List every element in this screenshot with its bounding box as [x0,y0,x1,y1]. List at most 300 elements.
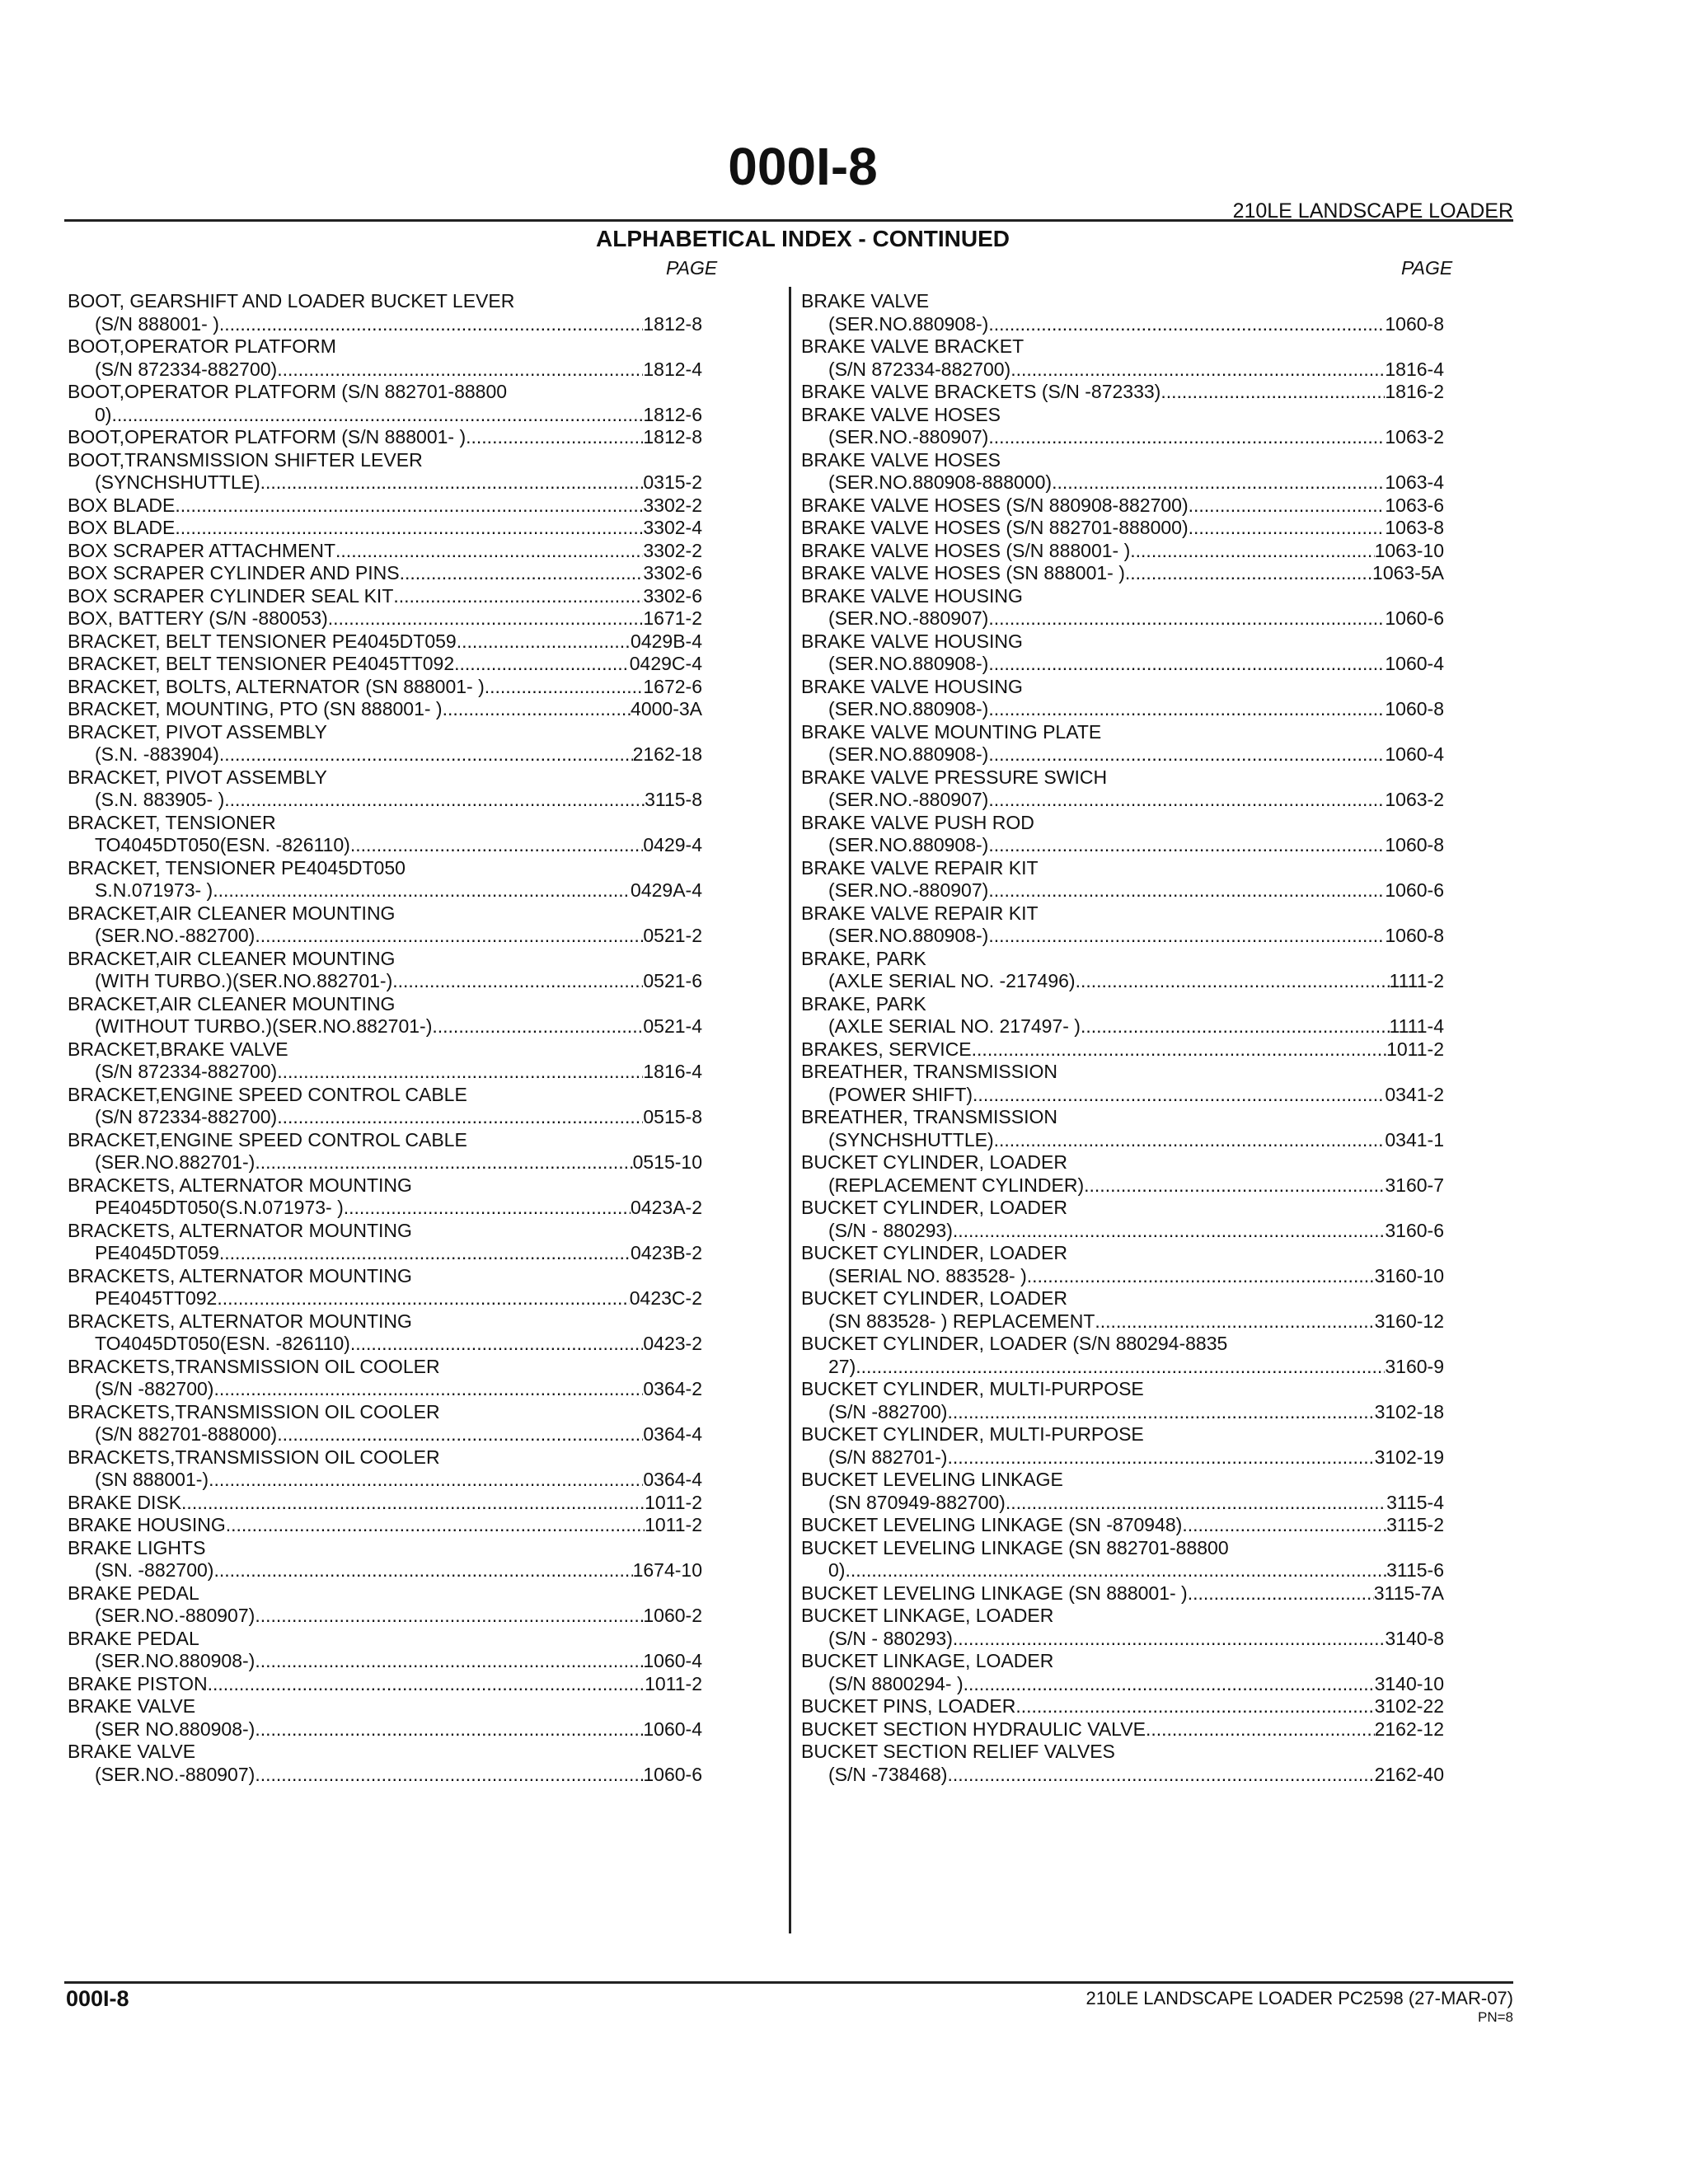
leader-dots [213,1378,643,1401]
index-entry-page: 1011-2 [645,1491,702,1513]
leader-dots [224,789,645,812]
index-entry-line [68,721,702,744]
leader-dots [277,1061,643,1084]
index-entry-line [68,607,702,630]
index-entry-text: BRAKES, SERVICE [801,1038,972,1060]
index-entry [801,993,1444,1038]
index-entry-page: 1060-2 [643,1605,702,1626]
index-entry [68,562,702,585]
index-entry-text: (SN. -882700) [95,1559,214,1581]
index-entry-line [801,834,1444,857]
index-entry [68,607,702,630]
index-entry [801,812,1444,857]
index-entry [801,1333,1444,1378]
index-entry-page: 0341-2 [1385,1083,1444,1105]
index-entry-line [801,1084,1444,1107]
index-entry-text: (SER.NO.-880907) [828,426,989,448]
index-entry-text: BOOT,TRANSMISSION SHIFTER LEVER [68,448,423,471]
index-entry-line [68,1061,702,1084]
index-entry-page: 3140-8 [1385,1627,1444,1649]
index-entry-line [801,1174,1444,1197]
index-entry [801,1650,1444,1695]
index-entry-line [801,1356,1444,1379]
index-entry-line [68,698,702,721]
index-entry-text: (S/N 872334-882700) [95,1061,278,1082]
index-entry-page: 1060-6 [1385,879,1444,901]
index-entry [68,1265,702,1310]
index-entry [801,1741,1444,1786]
index-entry-line [801,766,1444,790]
index-entry-text: (SER.NO.882701-) [95,1151,256,1173]
index-entry-line [801,1265,1444,1288]
index-entry-line [801,335,1444,359]
index-entry-line [68,1695,702,1718]
index-entry-text: BRACKETS,TRANSMISSION OIL COOLER [68,1400,440,1422]
index-entry-page: 3115-7A [1373,1582,1444,1604]
index-entry-text: BUCKET LEVELING LINKAGE (SN 882701-88800 [801,1536,1229,1558]
index-entry [68,902,702,948]
index-entry-line [68,562,702,585]
index-entry-text: BRACKETS, ALTERNATOR MOUNTING [68,1310,412,1332]
index-entry [68,993,702,1038]
index-entry-line [68,993,702,1016]
index-entry-page: 1674-10 [632,1559,702,1581]
index-entry-line [801,743,1444,766]
index-entry [801,381,1444,404]
index-entry-text: BRAKE VALVE [68,1695,196,1717]
index-entry-text: BRAKE VALVE [68,1741,196,1762]
index-entry-line [68,381,702,404]
index-entry-page: 0423-2 [643,1333,702,1354]
leader-dots [335,540,643,563]
index-entry-text: BRAKE VALVE REPAIR KIT [801,856,1039,879]
leader-dots [1188,1582,1374,1605]
index-entry-text: (S.N. -883904) [95,743,219,765]
leader-dots [457,630,631,654]
index-entry-line [68,834,702,857]
index-entry-text: (SER.NO.880908-) [828,925,989,946]
index-entry-text: BOX SCRAPER CYLINDER AND PINS [68,562,400,583]
index-entry [801,676,1444,721]
index-entry-page: 0341-1 [1385,1128,1444,1151]
index-entry-text: (AXLE SERIAL NO. 217497- ) [828,1015,1081,1037]
index-entry-text: (REPLACEMENT CYLINDER) [828,1174,1085,1196]
index-entry-page: 1812-8 [643,312,702,335]
index-entry-line [68,879,702,902]
index-entry-page: 1060-6 [643,1763,702,1785]
index-entry-text: BREATHER, TRANSMISSION [801,1061,1057,1082]
index-entry-line [801,1695,1444,1718]
index-entry [68,449,702,494]
index-entry-text: (SER.NO.880908-) [828,312,989,335]
index-entry-text: S.N.071973- ) [95,879,213,901]
index-entry-text: BRAKE PEDAL [68,1627,199,1649]
index-entry-line [801,562,1444,585]
index-entry-line [68,743,702,766]
index-entry-text: BRAKE PISTON [68,1672,208,1694]
leader-dots [947,1446,1374,1469]
index-entry-text: (S.N. 883905- ) [95,789,225,810]
index-entry-line [68,1129,702,1152]
index-entry-line [801,1401,1444,1424]
index-entry-page: 0423A-2 [631,1197,702,1218]
index-entry-page: 3160-10 [1374,1264,1444,1286]
index-entry-text: BUCKET LINKAGE, LOADER [801,1605,1054,1626]
index-entry-line [68,1718,702,1741]
index-entry-text: PE4045TT092 [95,1287,218,1309]
index-entry-line [68,1650,702,1673]
index-entry-text: (SER.NO.-880907) [828,607,989,629]
index-entry-text: (S/N 872334-882700) [828,358,1011,380]
leader-dots [988,789,1385,812]
leader-dots [466,426,643,449]
leader-dots [226,1514,645,1537]
leader-dots [988,834,1385,857]
index-column-left [68,290,702,1786]
index-entry-text: BUCKET LEVELING LINKAGE [801,1469,1063,1490]
index-entry-text: BUCKET CYLINDER, LOADER [801,1151,1067,1173]
index-entry [68,698,702,721]
index-entry-page: 1812-6 [643,403,702,425]
index-entry [801,766,1444,812]
index-entry [801,540,1444,563]
index-entry-page: 1063-5A [1372,562,1444,583]
index-entry [68,426,702,449]
index-entry-line [68,812,702,835]
index-entry [68,1446,702,1492]
index-entry [68,1537,702,1582]
leader-dots [432,1015,643,1038]
leader-dots [181,1492,645,1515]
index-entry-line [801,1038,1444,1062]
leader-dots [350,834,644,857]
index-entry-text: BRAKE VALVE HOSES [801,403,1001,425]
leader-dots [1076,970,1390,993]
index-entry-page: 1063-2 [1385,789,1444,810]
index-entry-text: (S/N 888001- ) [95,312,219,335]
index-entry-page: 0515-10 [632,1151,702,1173]
leader-dots [845,1559,1386,1582]
index-entry [801,494,1444,518]
page-title: 000I-8 [728,137,878,196]
index-entry [68,1741,702,1786]
index-entry-line [68,766,702,790]
footer-divider [64,1981,1513,1984]
index-entry-line [801,404,1444,427]
index-entry-line [801,789,1444,812]
index-entry-line [68,1469,702,1492]
index-entry-line [68,1106,702,1129]
index-entry-line [801,1378,1444,1401]
index-entry [801,1106,1444,1151]
index-entry-line [68,359,702,382]
leader-dots [350,1333,644,1356]
index-entry-text: BRAKE VALVE HOSES [801,448,1001,471]
leader-dots [255,925,643,948]
index-entry-line [801,879,1444,902]
index-entry-page: 1063-6 [1385,494,1444,516]
index-entry-text: BRACKETS,TRANSMISSION OIL COOLER [68,1355,440,1377]
leader-dots [209,1469,643,1492]
index-entry-text: BRAKE, PARK [801,992,926,1015]
index-entry-text: BRACKET,AIR CLEANER MOUNTING [68,992,396,1015]
index-entry-text: (WITHOUT TURBO.)(SER.NO.882701-) [95,1015,433,1037]
index-entry-text: (S/N - 880293) [828,1627,953,1649]
leader-dots [1125,562,1372,585]
index-entry [801,1605,1444,1650]
index-entry-text: BOX BLADE [68,494,176,516]
index-entry-line [801,449,1444,472]
index-entry-text: BUCKET PINS, LOADER [801,1695,1016,1717]
index-entry [68,766,702,812]
page-column-label-right: PAGE [1401,257,1453,279]
index-entry-page: 3302-2 [643,494,702,516]
index-entry-line [801,1015,1444,1038]
index-entry-page: 3115-8 [645,789,702,810]
index-entry [68,721,702,766]
leader-dots [213,879,631,902]
index-entry-line [801,1242,1444,1265]
index-entry [801,1423,1444,1469]
index-entry-line [801,517,1444,540]
index-entry-text: (S/N -882700) [828,1400,948,1422]
index-entry-text: BUCKET LEVELING LINKAGE (SN -870948) [801,1514,1183,1535]
index-entry [68,1514,702,1537]
index-entry-text: BRAKE VALVE BRACKETS (S/N -872333) [801,381,1161,402]
index-entry-text: BRACKET, TENSIONER PE4045DT050 [68,856,406,879]
column-divider [789,287,791,1933]
index-entry-text: (WITH TURBO.)(SER.NO.882701-) [95,970,393,991]
index-entry-line [801,653,1444,676]
index-entry-line [801,857,1444,880]
index-entry-line [801,948,1444,971]
index-entry-page: 1060-6 [1385,607,1444,629]
index-entry-line [68,1605,702,1628]
index-entry-text: BREATHER, TRANSMISSION [801,1106,1057,1127]
leader-dots [1084,1174,1385,1197]
index-entry-text: BRACKET,AIR CLEANER MOUNTING [68,902,396,924]
index-entry-text: (SER.NO.880908-) [828,698,989,719]
index-entry-text: (S/N -882700) [95,1378,214,1399]
leader-dots [988,607,1385,630]
index-entry-line [801,812,1444,835]
index-entry-text: BRAKE VALVE PUSH ROD [801,811,1034,833]
index-entry-text: PE4045DT050(S.N.071973- ) [95,1197,344,1218]
leader-dots [953,1220,1386,1243]
index-entry-text: TO4045DT050(ESN. -826110) [95,834,350,855]
index-entry-text: (SER NO.880908-) [95,1718,256,1740]
index-entry-text: BRACKET, MOUNTING, PTO (SN 888001- ) [68,698,443,719]
index-entry-text: BRAKE VALVE PRESSURE SWICH [801,766,1108,788]
header-divider [64,219,1513,222]
index-entry-page: 3160-9 [1385,1355,1444,1377]
index-entry-line [68,1174,702,1197]
index-entry-text: (SER.NO.880908-) [828,834,989,855]
index-entry-text: BUCKET SECTION RELIEF VALVES [801,1741,1115,1762]
index-entry-text: (SER.NO.880908-) [828,743,989,765]
index-entry-line [801,1106,1444,1129]
index-entry [68,1492,702,1515]
index-entry [801,449,1444,494]
index-entry-page: 3302-2 [643,539,702,561]
footer-info: 210LE LANDSCAPE LOADER PC2598 (27-MAR-07) [1085,1988,1513,2008]
leader-dots [988,698,1385,721]
index-entry-line [801,676,1444,699]
index-entry [801,1582,1444,1605]
index-entry [801,1287,1444,1333]
index-entry-page: 1816-2 [1385,381,1444,402]
index-entry [68,948,702,993]
index-entry-text: BRAKE VALVE HOSES (S/N 882701-888000) [801,517,1189,538]
leader-dots [208,1673,645,1696]
index-entry-text: (S/N 8800294- ) [828,1672,964,1694]
index-entry-text: (SER.NO.-880907) [828,879,989,901]
index-entry-text: (S/N 882701-888000) [95,1423,278,1445]
index-entry-line [801,494,1444,518]
index-entry-page: 1060-4 [643,1718,702,1740]
index-entry-page: 1812-8 [643,426,702,448]
index-entry-page: 3302-4 [643,517,702,538]
index-entry-page: 1011-2 [645,1514,702,1535]
index-entry-page: 1816-4 [1385,358,1444,380]
leader-dots [255,1764,643,1787]
leader-dots [1130,540,1374,563]
index-entry-text: TO4045DT050(ESN. -826110) [95,1333,350,1354]
index-entry-line [801,1129,1444,1152]
index-entry-text: BUCKET CYLINDER, LOADER [801,1197,1067,1218]
index-entry-line [801,1673,1444,1696]
index-entry-text: (S/N 872334-882700) [95,358,278,380]
index-entry-line [68,1197,702,1220]
index-entry-text: BOOT,OPERATOR PLATFORM (S/N 882701-88800 [68,381,508,402]
index-entry [68,335,702,381]
index-entry-text: BRAKE VALVE HOSES (SN 888001- ) [801,562,1125,583]
leader-dots [1189,517,1386,540]
index-entry [801,517,1444,540]
index-entry [801,902,1444,948]
index-entry-page: 1816-4 [643,1061,702,1082]
index-entry-line [801,359,1444,382]
index-entry-page: 1060-4 [1385,743,1444,765]
leader-dots [994,1129,1386,1152]
index-entry-page: 3102-19 [1374,1446,1444,1468]
index-entry-line [801,1446,1444,1469]
index-entry [801,1514,1444,1537]
index-entry-page: 1672-6 [643,675,702,697]
index-entry-line [801,1423,1444,1446]
index-entry-line [68,1242,702,1265]
index-entry-text: (SER.NO.880908-) [828,653,989,674]
index-entry-text: BUCKET CYLINDER, MULTI-PURPOSE [801,1423,1144,1445]
index-entry-line [68,857,702,880]
index-entry-page: 4000-3A [631,698,702,719]
index-entry-line [68,1401,702,1424]
index-entry-line [68,1559,702,1582]
index-entry-line [801,1492,1444,1515]
footer-page-number: 000I-8 [66,1986,129,2011]
index-entry [68,1628,702,1673]
leader-dots [443,698,631,721]
index-entry-page: 0315-2 [643,471,702,493]
index-entry [68,630,702,654]
index-entry-line [801,1764,1444,1787]
index-entry-line [801,970,1444,993]
index-entry [801,1469,1444,1514]
index-entry [68,1084,702,1129]
index-entry-text: BRACKET,ENGINE SPEED CONTROL CABLE [68,1083,467,1105]
index-entry-line [68,653,702,676]
leader-dots [277,1423,643,1446]
leader-dots [260,471,644,494]
leader-dots [988,653,1385,676]
index-entry-page: 0521-6 [643,970,702,991]
index-entry-page: 1011-2 [1386,1038,1444,1060]
index-entry-page: 0521-4 [643,1015,702,1037]
index-entry-text: BUCKET LINKAGE, LOADER [801,1650,1054,1671]
index-entry-page: 1063-10 [1374,539,1444,561]
index-entry-line [68,1423,702,1446]
leader-dots [1160,381,1385,404]
index-entry-text: (POWER SHIFT) [828,1083,973,1105]
index-entry-page: 2162-40 [1374,1763,1444,1785]
index-entry-page: 3102-18 [1374,1400,1444,1422]
index-entry-line [801,1514,1444,1537]
index-entry-page: 3115-4 [1386,1491,1444,1513]
index-entry [801,1197,1444,1242]
leader-dots [111,404,643,427]
index-entry-text: PE4045DT059 [95,1242,219,1263]
index-entry-page: 1812-4 [643,358,702,380]
index-entry-line [801,721,1444,744]
index-entry-page: 3115-2 [1386,1514,1444,1535]
leader-dots [1052,471,1385,494]
index-entry-line [801,1718,1444,1741]
leader-dots [255,1605,643,1628]
index-entry [68,1220,702,1265]
index-entry-line [68,1764,702,1787]
index-entry-text: (SN 883528- ) REPLACEMENT [828,1310,1095,1332]
index-entry-line [801,1469,1444,1492]
leader-dots [1182,1514,1386,1537]
index-entry-line [68,902,702,926]
index-entry-text: BRAKE LIGHTS [68,1536,206,1558]
index-entry [68,812,702,857]
index-entry-page: 3102-22 [1374,1695,1444,1717]
index-entry-page: 2162-12 [1374,1718,1444,1740]
index-entry-text: (AXLE SERIAL NO. -217496) [828,970,1076,991]
leader-dots [1146,1718,1375,1741]
index-entry [68,381,702,426]
leader-dots [392,970,643,993]
index-entry [68,857,702,902]
index-entry-text: BUCKET CYLINDER, LOADER [801,1242,1067,1263]
leader-dots [219,313,644,336]
index-entry-line [801,540,1444,563]
index-entry [801,1038,1444,1062]
index-entry-line [801,1650,1444,1673]
index-entry-text: 0) [95,403,112,425]
index-entry-text: (SYNCHSHUTTLE) [95,471,260,493]
index-entry-page: 1060-8 [1385,834,1444,855]
index-entry-line [68,1514,702,1537]
index-entry-line [801,1605,1444,1628]
index-entry-line [68,630,702,654]
index-entry-page: 1111-2 [1389,970,1444,991]
index-entry-text: BRACKETS, ALTERNATOR MOUNTING [68,1174,412,1196]
index-entry-page: 0423C-2 [629,1287,702,1309]
leader-dots [255,1151,632,1174]
index-entry-line [68,948,702,971]
